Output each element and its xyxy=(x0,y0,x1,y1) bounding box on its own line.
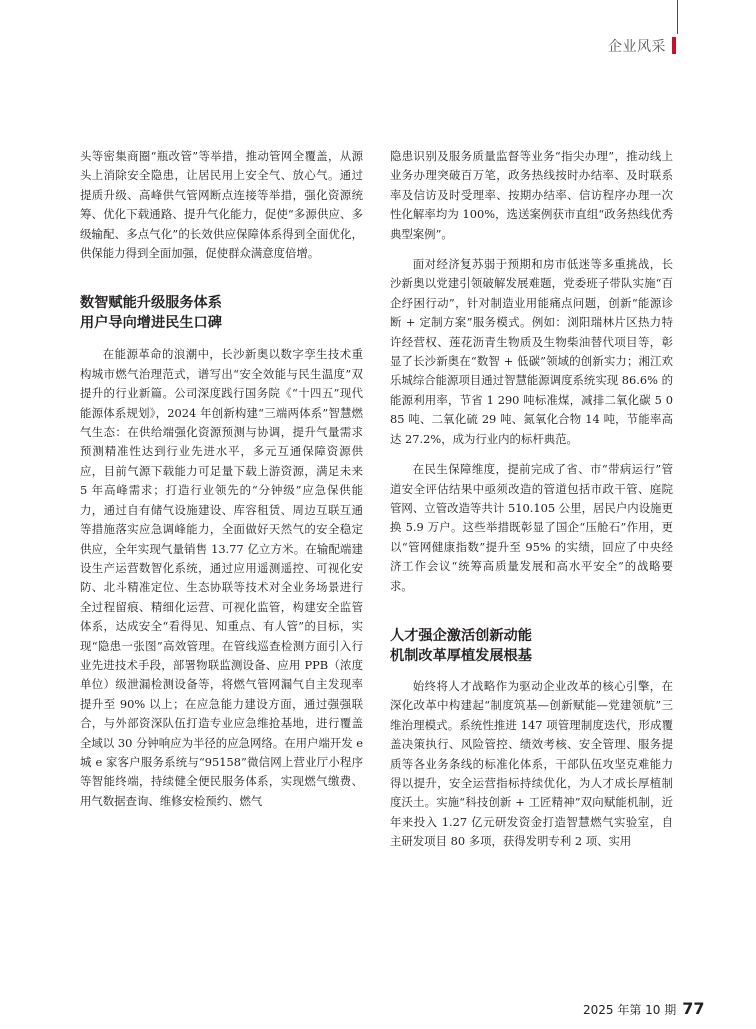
heading-line-1: 数智赋能升级服务体系 xyxy=(80,295,222,312)
heading-line-1: 人才强企激活创新动能 xyxy=(390,627,532,644)
left-paragraph-1: 头等密集商圈“瓶改管”等举措，推动管网全覆盖，从源头上消除安全隐患，让居民用上安全气、放心气。通过提质升级、高峰供气管网断点连接等举措，强化资源统筹、优化下载通路、提升气化能力，促使“多源供应、多级输配、多点气化”的长效供应保障体系得到全面优化，供保能力得到全面加强，促使群众满意度倍增。 xyxy=(80,149,363,261)
heading-line-2: 机制改革厚植发展根基 xyxy=(390,647,532,664)
header-divider xyxy=(677,0,678,34)
page-footer xyxy=(583,999,705,1018)
page-number: 77 xyxy=(682,999,705,1018)
left-paragraph-2: 在能源革命的浪潮中，长沙新奥以数字孪生技术重构城市燃气治理范式，谱写出“安全效能与民生温度”双提升的行业新篇。公司深度践行国务院《“十四五”现代能源体系规划》，2024 年创新构建“三端两体系”智慧燃气生态：在供给端强化资源预测与协调，提升气量需求预测精准性达到行业先进水平，多元互通保障资源供应，目前气源下载能力可足量下载上游资源，满足未来 5 年高峰需求；打造行业领先的“分钟级”应急保供能力，通过自有储气设施建设、库容租赁、周边互联互通等措施落实应急调峰能力，全面做好天然气的安全稳定供应，全年实现气量销售 13.77 亿立方米。在输配端建设生产运营数智化系统，通过应用遥测遥控、可视化安防、北斗精准定位、生态协联等技术对全业务场景进行全过程留痕、精细化运营、可视化监管，构建安全监管体系，达成安全“看得见、知重点、有人管”的目标，实现“隐患一张图”高效管理。在管线巡查检测方面引入行业先进技术手段，部署物联监测设备、应用 PPB（浓度单位）级泄漏检测设备等，将燃气管网漏气自主发现率提升至 90% 以上；在应急能力建设方面，通过强强联合，与外部资深队伍打造专业应急维抢基地，进行覆盖全域以 30 分钟响应为半径的应急网络。在用户端开发 e 城 e 家客户服务系统与“95158”微信网上营业厅小程序等智能终端，持续健全便民服务体系，实现燃气缴费、用气数据查询、维修安检预约、燃气 xyxy=(80,347,363,808)
section-accent-bar xyxy=(672,37,676,54)
right-paragraph-3: 在民生保障维度，提前完成了省、市“带病运行”管道安全评估结果中亟须改造的管道包括市政干管、庭院管网、立管改造等共计 510.105 公里，居民户内设施更换 5.9 万户。这些举措既彰显了国企“压舱石”作用，更以“管网健康指数”提升至 95% 的实绩，回应了中央经济工作会议“统筹高质量发展和高水平安全”的战略要求。 xyxy=(390,462,673,593)
section-heading-talent xyxy=(390,626,673,666)
right-paragraph-1: 隐患识别及服务质量监督等业务“指尖办理”，推动线上业务办理突破百万笔，政务热线按时办结率、及时联系率及信访及时受理率、按期办结率、信访程序办理一次性化解率均为 100%，选送案例获市直组“政务热线优秀典型案例”。 xyxy=(390,149,673,241)
section-heading-digital xyxy=(80,293,363,333)
left-column xyxy=(80,147,363,811)
issue-label: 2025 年第 10 期 xyxy=(583,1003,677,1017)
right-paragraph-4: 始终将人才战略作为驱动企业改革的核心引擎，在深化改革中构建起“制度筑基—创新赋能—党建领航”三维治理模式。系统性推进 147 项管理制度迭代，形成覆盖决策执行、风险管控、绩效考核、安全管理、服务提质等各业务条线的标准化体系，干部队伍攻坚克难能力得以提升，安全运营指标持续优化，为人才成长厚植制度沃土。实施“科技创新 + 工匠精神”双向赋能机制，近年来投入 1.27 亿元研发资金打造智慧燃气实验室，自主研发项目 80 多项，获得发明专利 2 项、实用 xyxy=(390,678,673,849)
section-title: 企业风采 xyxy=(608,39,666,55)
heading-line-2: 用户导向增进民生口碑 xyxy=(80,315,222,332)
right-paragraph-2: 面对经济复苏弱于预期和房市低迷等多重挑战，长沙新奥以党建引领破解发展难题，党委班子带队实施“百企纾困行动”，针对制造业用能痛点问题，创新“能源诊断 + 定制方案”服务模式。例如：浏阳瑞林片区热力特许经营权、莲花沥青生物质及生物柴油替代项目等，彰显了长沙新奥在“数智 + 低碳”领域的创新实力；湘江欢乐城综合能源项目通过智慧能源调度系统实现 86.6% 的能源利用率，节省 1 290 吨标准煤，减排二氧化碳 5 085 吨、二氧化硫 29 吨、氮氧化合物 14 吨，节能率高达 27.2%，成为行业内的标杆典范。 xyxy=(390,257,673,446)
right-column xyxy=(390,147,673,852)
